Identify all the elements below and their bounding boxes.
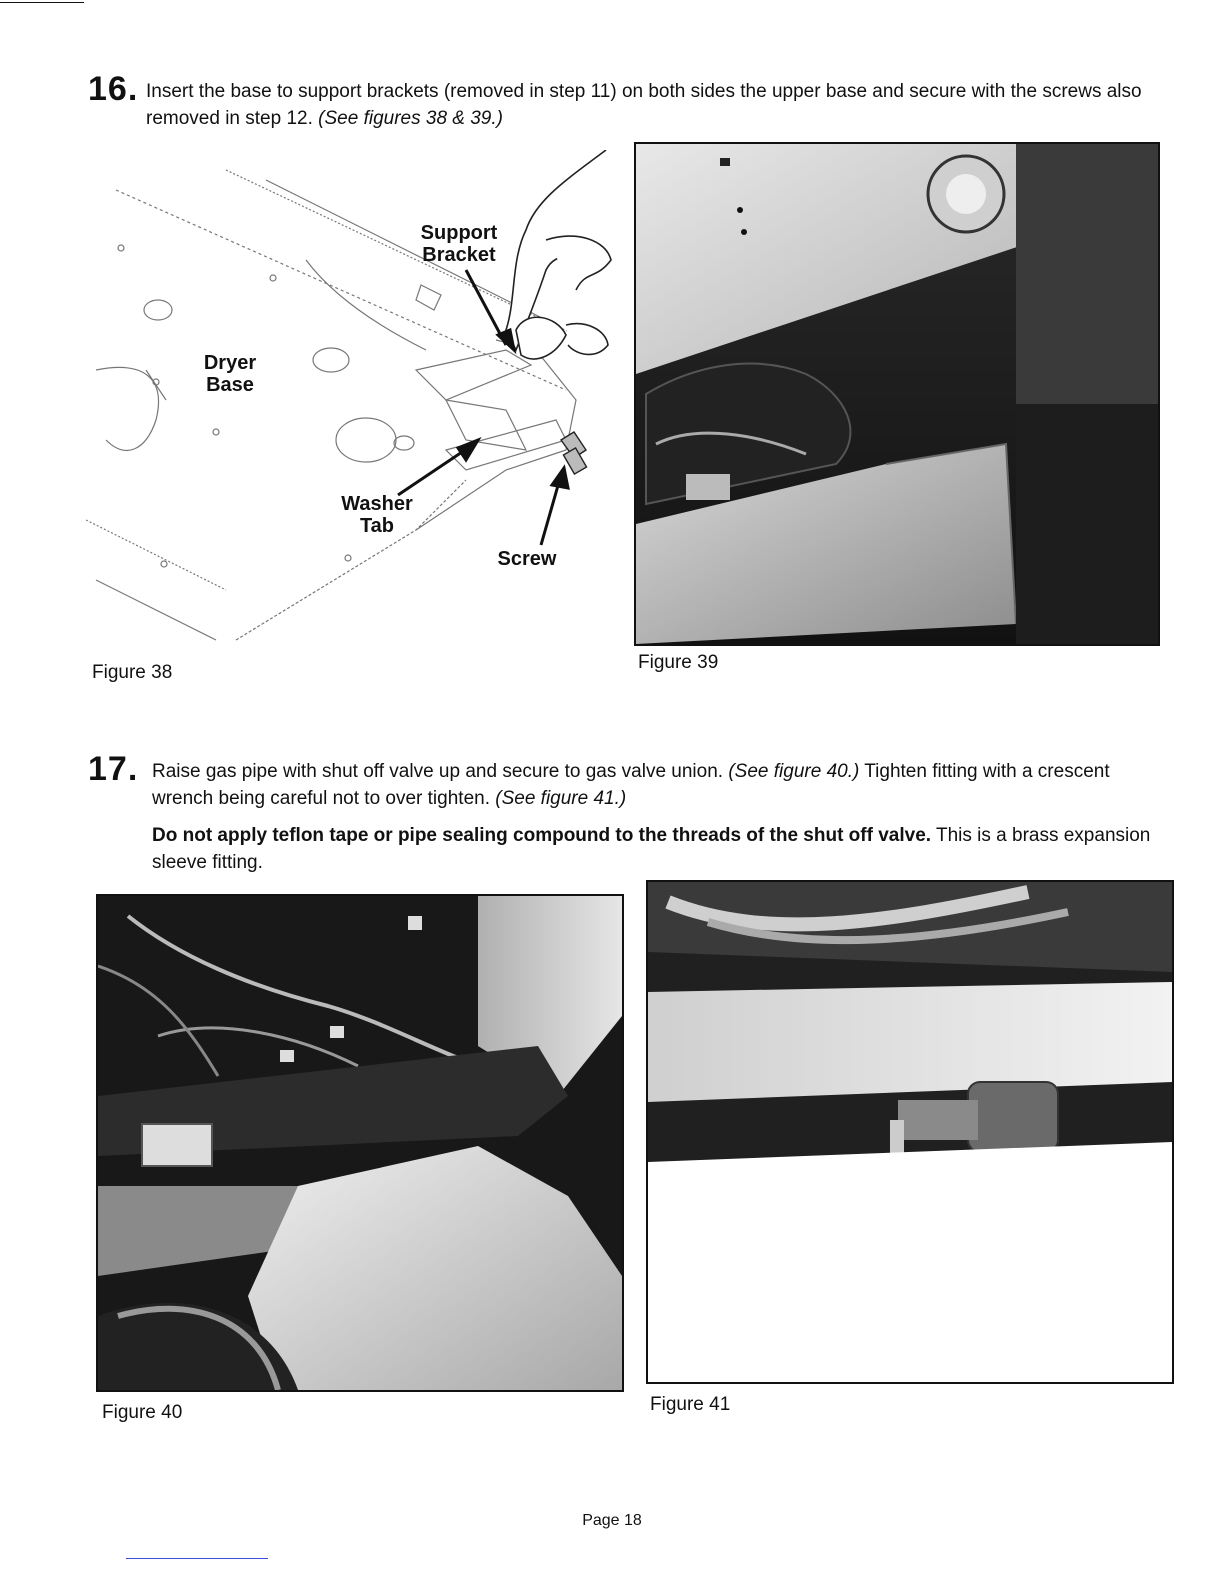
page-number: Page 18 bbox=[582, 1512, 642, 1529]
dryer-base-rail bbox=[648, 982, 1172, 1102]
dryer-base-illustration bbox=[86, 150, 626, 650]
step-17 bbox=[88, 750, 1168, 886]
label-screw: Screw bbox=[497, 548, 557, 570]
figure-39-caption: Figure 39 bbox=[638, 652, 719, 673]
step-17-body-2: Tighten fitting with a crescent wrench being careful not to over tighten. bbox=[152, 761, 1110, 809]
hand-drawing bbox=[506, 150, 611, 359]
step-16 bbox=[88, 70, 1168, 142]
step-17-number: 17. bbox=[88, 750, 139, 788]
step-17-note: This is a brass expansion sleeve fitting. bbox=[152, 825, 1151, 873]
figure-40-caption: Figure 40 bbox=[102, 1402, 183, 1423]
step-16-number: 16. bbox=[88, 70, 139, 108]
figure-40-photo bbox=[96, 894, 624, 1392]
step-17-warning: Do not apply teflon tape or pipe sealing compound to the threads of the shut off valve. bbox=[152, 825, 932, 846]
step-17-body: Raise gas pipe with shut off valve up and secure to gas valve union. bbox=[152, 761, 724, 782]
bottom-rule bbox=[126, 1558, 268, 1559]
step-17-ref-2: (See figure 41.) bbox=[495, 788, 627, 809]
figure-41-photo bbox=[646, 880, 1174, 1384]
figure-39-photo bbox=[634, 142, 1160, 646]
gas-pipe-fitting bbox=[142, 1124, 212, 1166]
step-16-text bbox=[146, 78, 1168, 132]
figure-38-caption: Figure 38 bbox=[92, 662, 173, 683]
gas-valve-union bbox=[968, 1082, 1058, 1152]
label-dryer-base: Dryer Base bbox=[203, 352, 257, 396]
figure-41-caption: Figure 41 bbox=[650, 1394, 731, 1415]
step-16-body: Insert the base to support brackets (removed in step 11) on both sides the upper base and secure with the screws also removed in step 12. bbox=[146, 81, 1142, 129]
top-rule bbox=[0, 2, 84, 3]
step-17-ref-1: (See figure 40.) bbox=[728, 761, 860, 782]
step-16-ref: (See figures 38 & 39.) bbox=[318, 108, 503, 129]
step-17-text bbox=[152, 758, 1168, 876]
figure-38-drawing bbox=[86, 150, 626, 650]
label-support-bracket: Support Bracket bbox=[420, 222, 498, 266]
label-washer-tab: Washer Tab bbox=[341, 493, 413, 537]
